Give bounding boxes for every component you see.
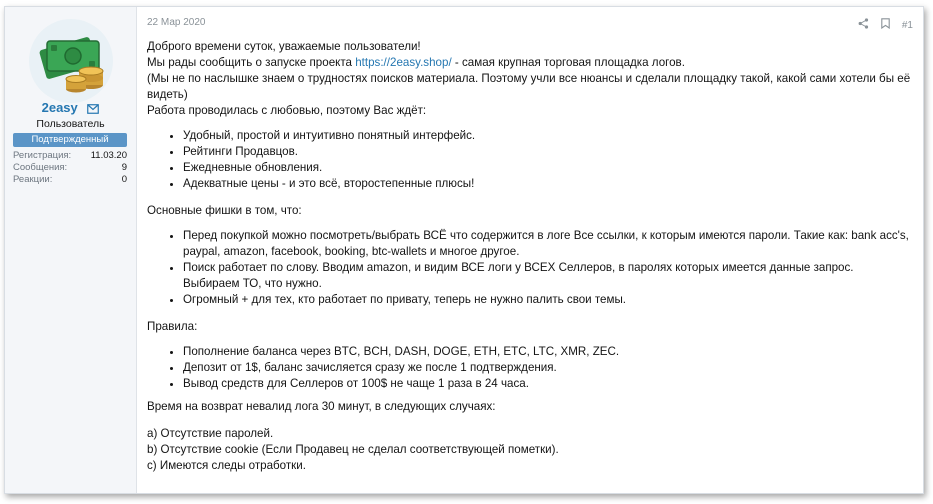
greeting-text: Доброго времени суток, уважаемые пользователи! (147, 40, 421, 53)
list-item: • Поиск работает по слову. Вводим amazon, и видим ВСЕ логи у ВСЕХ Селлеров, в паролях которых имеется данные запрос. Выбираем ТО, что нужно. (183, 260, 912, 292)
list-item: • Огромный + для тех, кто работает по привату, теперь не нужно палить свои темы. (183, 292, 912, 308)
note-text: (Мы не по наслышке знаем о трудностях поисков материала. Поэтому учли все нюансы и сделали площадку такой, какой сами хотели бы её видеть) (147, 72, 911, 101)
stat-reactions (13, 174, 127, 186)
user-title: Пользователь (36, 118, 105, 130)
money-icon (29, 19, 113, 103)
stat-label: Сообщения: (13, 162, 68, 173)
shop-link[interactable]: https://2easy.shop/ (355, 56, 452, 69)
case-item: а) Отсутствие паролей. (147, 427, 274, 440)
stat-registration (13, 150, 127, 162)
rules-list (147, 344, 912, 392)
share-icon[interactable] (858, 16, 869, 34)
list-item: • Перед покупкой можно посмотреть/выбрать ВСЁ что содержится в логе Все ссылки, к которым имеются пароли. Такие как: bank acc's, paypal, amazon, facebook, booking, btc-wallets и многое другое. (183, 228, 912, 260)
features-list (147, 128, 912, 192)
stat-messages (13, 162, 127, 174)
list-item: • Адекватные цены - и это всё, второстепенные плюсы! (183, 176, 912, 192)
rules-title: Правила: (147, 320, 198, 333)
launch-text (147, 55, 912, 71)
list-item: • Вывод средств для Селлеров от 100$ не чаще 1 раза в 24 часа. (183, 376, 912, 392)
user-stats (13, 150, 127, 186)
list-item: • Рейтинги Продавцов. (183, 144, 912, 160)
list-item: • Депозит от 1$, баланс зачисляется сразу же после 1 подтверждения. (183, 360, 912, 376)
post-date[interactable]: 22 Мар 2020 (147, 17, 206, 28)
user-sidebar (5, 7, 137, 493)
intro-text: Работа проводилась с любовью, поэтому Вас ждёт: (147, 104, 427, 117)
post-container (4, 6, 924, 494)
post-actions (858, 16, 913, 34)
stat-label: Реакции: (13, 174, 53, 185)
return-title: Время на возврат невалид лога 30 минут, в следующих случаях: (147, 400, 496, 413)
list-item: • Удобный, простой и интуитивно понятный интерфейс. (183, 128, 912, 144)
avatar[interactable] (29, 19, 113, 103)
bookmark-icon[interactable] (881, 16, 890, 34)
highlights-list (147, 228, 912, 308)
username-link[interactable]: 2easy (41, 100, 78, 115)
post-body (147, 39, 912, 474)
mail-icon[interactable] (87, 102, 99, 117)
launch-after: - самая крупная торговая площадка логов. (451, 56, 685, 69)
post-number-link[interactable]: #1 (901, 19, 913, 31)
list-item: • Ежедневные обновления. (183, 160, 912, 176)
list-item: • Пополнение баланса через BTC, BCH, DASH, DOGE, ETH, ETC, LTC, XMR, ZEC. (183, 344, 912, 360)
user-badge: Подтвержденный (13, 133, 127, 147)
case-item: b) Отсутствие cookie (Если Продавец не сделал соответствующей пометки). (147, 443, 559, 456)
stat-value: 11.03.20 (90, 150, 127, 161)
stat-value: 9 (121, 162, 127, 173)
post-main (137, 7, 923, 493)
stat-value: 0 (121, 174, 127, 185)
stat-label: Регистрация: (13, 150, 72, 161)
highlights-title: Основные фишки в том, что: (147, 204, 302, 217)
case-item: с) Имеются следы отработки. (147, 459, 306, 472)
launch-before: Мы рады сообщить о запуске проекта (147, 56, 356, 69)
